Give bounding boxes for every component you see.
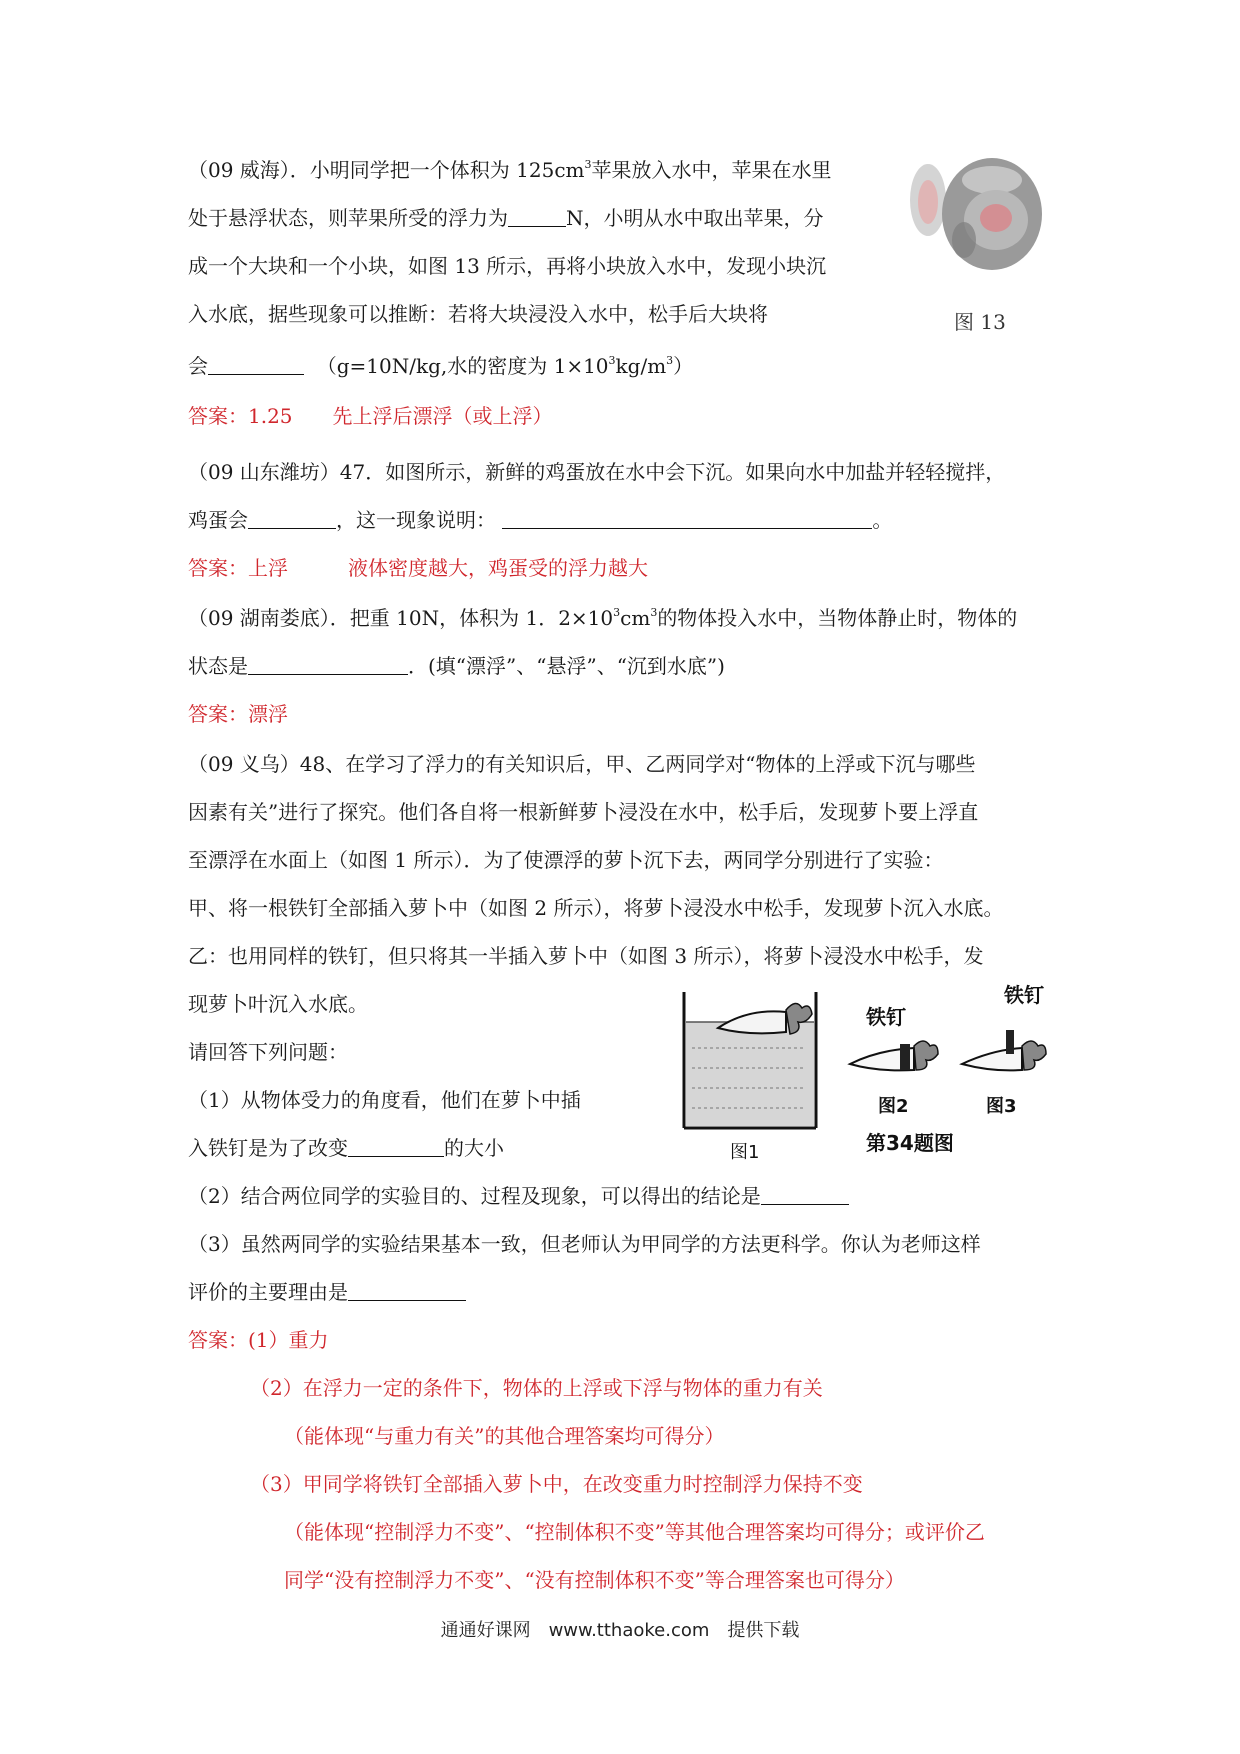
q2-line1: （09 山东潍坊）47．如图所示，新鲜的鸡蛋放在水中会下沉。如果向水中加盐并轻轻搅拌， bbox=[188, 460, 1006, 484]
q4-part2-text: （2）结合两位同学的实验目的、过程及现象，可以得出的结论是 bbox=[188, 1184, 761, 1208]
q4-answer-2: （2）在浮力一定的条件下，物体的上浮或下浮与物体的重力有关 bbox=[250, 1376, 823, 1400]
q4-answer-1: 答案：(1）重力 bbox=[188, 1328, 329, 1352]
answer-blank[interactable] bbox=[502, 508, 872, 529]
answer-blank[interactable] bbox=[248, 654, 408, 675]
figure-13-label: 图 13 bbox=[954, 310, 1006, 334]
q1-answer: 答案：1.25 先上浮后漂浮（或上浮） bbox=[188, 404, 553, 428]
q1-line1 bbox=[188, 156, 832, 184]
q2-line2-mid: ，这一现象说明： bbox=[336, 508, 496, 532]
superscript: 3 bbox=[613, 606, 621, 619]
superscript: 3 bbox=[666, 354, 674, 367]
q4-line7: 请回答下列问题： bbox=[188, 1040, 348, 1064]
q2-line2-end: 。 bbox=[872, 508, 893, 532]
answer-blank[interactable] bbox=[248, 508, 336, 529]
q4-answer-3: （3）甲同学将铁钉全部插入萝卜中，在改变重力时控制浮力保持不变 bbox=[250, 1472, 863, 1496]
q1-line5-close: ） bbox=[673, 354, 694, 378]
figure-3-radish bbox=[962, 1030, 1046, 1070]
apple-figure bbox=[884, 150, 1052, 282]
q4-line5: 乙：也用同样的铁钉，但只将其一半插入萝卜中（如图 3 所示），将萝卜浸没水中松手，发 bbox=[188, 944, 984, 968]
q2-answer: 答案：上浮 液体密度越大，鸡蛋受的浮力越大 bbox=[188, 556, 648, 580]
q2-line2 bbox=[188, 506, 892, 534]
q4-answer-3-note-2: 同学“没有控制浮力不变”、“没有控制体积不变”等合理答案也可得分） bbox=[284, 1568, 905, 1592]
q3-line1 bbox=[188, 604, 1017, 632]
q4-part1-text: 入铁钉是为了改变 bbox=[188, 1136, 348, 1160]
q3-line1-tail: 的物体投入水中，当物体静止时，物体的 bbox=[657, 606, 1018, 630]
q1-line4: 入水底，据些现象可以推断：若将大块浸没入水中，松手后大块将 bbox=[188, 302, 768, 326]
q3-line2 bbox=[188, 652, 725, 680]
q1-line5 bbox=[188, 352, 693, 380]
q4-part3-line1: （3）虽然两同学的实验结果基本一致，但老师认为甲同学的方法更科学。你认为老师这样 bbox=[188, 1232, 981, 1256]
figure-1-beaker bbox=[684, 992, 816, 1128]
answer-blank[interactable] bbox=[508, 206, 566, 227]
nail-label: 铁钉 bbox=[1004, 983, 1044, 1007]
superscript: 3 bbox=[608, 354, 616, 367]
figure-2-label: 图2 bbox=[878, 1096, 909, 1117]
q4-line2: 因素有关”进行了探究。他们各自将一根新鲜萝卜浸没在水中，松手后，发现萝卜要上浮直 bbox=[188, 800, 979, 824]
figure-2-radish bbox=[850, 1041, 938, 1070]
q4-part3-text: 评价的主要理由是 bbox=[188, 1280, 348, 1304]
nail-label: 铁钉 bbox=[866, 1005, 906, 1029]
q3-line1-text: （09 湖南娄底）．把重 10N，体积为 1．2×10 bbox=[188, 606, 614, 630]
q2-line2-text: 鸡蛋会 bbox=[188, 508, 248, 532]
q1-line1-tail: 苹果放入水中，苹果在水里 bbox=[591, 158, 832, 182]
q4-line3: 至漂浮在水面上（如图 1 所示）．为了使漂浮的萝卜沉下去，两同学分别进行了实验： bbox=[188, 848, 944, 872]
q4-part3-line2 bbox=[188, 1278, 466, 1306]
q4-line4: 甲、将一根铁钉全部插入萝卜中（如图 2 所示），将萝卜浸没水中松手，发现萝卜沉入水底。 bbox=[188, 896, 1004, 920]
q3-line2-text: 状态是 bbox=[188, 654, 248, 678]
q1-line1-text: （09 威海）．小明同学把一个体积为 125cm bbox=[188, 158, 585, 182]
q1-line5-unit: kg/m bbox=[615, 354, 667, 378]
answer-blank[interactable] bbox=[348, 1136, 444, 1157]
answer-blank[interactable] bbox=[761, 1184, 849, 1205]
q1-line3: 成一个大块和一个小块，如图 13 所示，再将小块放入水中，发现小块沉 bbox=[188, 254, 827, 278]
q4-part1-line2 bbox=[188, 1134, 504, 1162]
q4-line6: 现萝卜叶沉入水底。 bbox=[188, 992, 368, 1016]
q4-line1: （09 义乌）48、在学习了浮力的有关知识后，甲、乙两同学对“物体的上浮或下沉与哪些 bbox=[188, 752, 976, 776]
figure-caption: 第34题图 bbox=[866, 1131, 954, 1155]
superscript: 3 bbox=[650, 606, 658, 619]
superscript: 3 bbox=[584, 158, 592, 171]
figure-3-label: 图3 bbox=[986, 1096, 1017, 1117]
figure-1-label: 图1 bbox=[730, 1142, 760, 1163]
answer-blank[interactable] bbox=[208, 354, 304, 375]
answer-blank[interactable] bbox=[348, 1280, 466, 1301]
q1-line5-text: 会 bbox=[188, 354, 208, 378]
q1-line2-text: 处于悬浮状态，则苹果所受的浮力为 bbox=[188, 206, 508, 230]
q1-line5-formula: （g=10N/kg,水的密度为 1×10 bbox=[316, 354, 609, 378]
q4-part1-tail: 的大小 bbox=[444, 1136, 504, 1160]
q1-line2 bbox=[188, 204, 824, 232]
q3-line2-tail: ．(填“漂浮”、“悬浮”、“沉到水底”) bbox=[408, 654, 725, 678]
q4-answer-2-note: （能体现“与重力有关”的其他合理答案均可得分） bbox=[284, 1424, 725, 1448]
q1-line2-tail: N，小明从水中取出苹果，分 bbox=[566, 206, 824, 230]
q3-answer: 答案：漂浮 bbox=[188, 702, 288, 726]
q4-answer-3-note-1: （能体现“控制浮力不变”、“控制体积不变”等其他合理答案均可得分；或评价乙 bbox=[284, 1520, 985, 1544]
radish-experiment-figure bbox=[678, 978, 1098, 1168]
q4-part2 bbox=[188, 1182, 849, 1210]
footer-source: 通通好课网 www.tthaoke.com 提供下载 bbox=[440, 1620, 800, 1641]
q3-line1-unit: cm bbox=[620, 606, 651, 630]
q4-part1-line1: （1）从物体受力的角度看，他们在萝卜中插 bbox=[188, 1088, 581, 1112]
